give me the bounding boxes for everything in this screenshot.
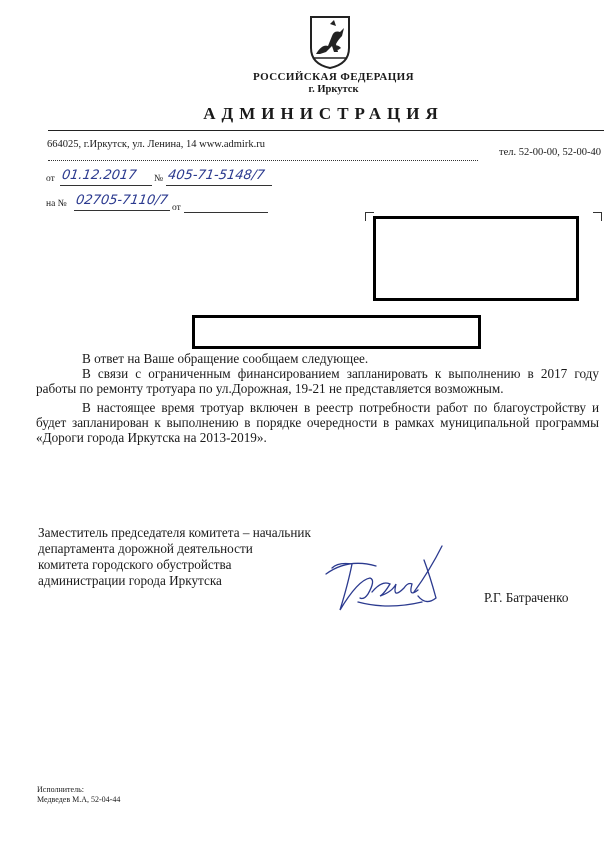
date-label: от — [46, 174, 55, 184]
handwritten-number: 405-71-5148/7 — [166, 168, 266, 183]
letter-body — [36, 351, 599, 445]
organization-address: 664025, г.Иркутск, ул. Ленина, 14 www.admirk.ru — [47, 139, 265, 150]
reply-underline — [74, 210, 170, 211]
signatory-position — [38, 525, 311, 589]
reply-date-underline — [184, 212, 268, 213]
redacted-salutation — [192, 315, 481, 349]
city-name: г. Иркутск — [308, 84, 359, 95]
position-line: администрации города Иркутска — [38, 573, 222, 588]
handwritten-date: 01.12.2017 — [60, 168, 138, 183]
coat-of-arms-emblem — [308, 14, 352, 70]
addressee-corner-right — [593, 212, 602, 221]
signatory-name: Р.Г. Батраченко — [484, 590, 569, 605]
redacted-addressee — [373, 216, 579, 301]
address-divider — [48, 160, 478, 161]
organization-title: АДМИНИСТРАЦИЯ — [203, 104, 444, 123]
position-line: Заместитель председателя комитета – начальник — [38, 525, 311, 540]
body-paragraph: В настоящее время тротуар включен в реестр потребности работ по благоустройству и будет запланирован к выполнению в порядке очередности в рамках муниципальной программы «Дороги города Иркутска на 2013-2019». — [36, 400, 599, 445]
executor-name: Медведев М.А, 52-04-44 — [37, 795, 121, 804]
body-paragraph: В ответ на Ваше обращение сообщаем следующее. — [82, 351, 369, 366]
position-line: департамента дорожной деятельности — [38, 541, 253, 556]
handwritten-reply-number: 02705-7110/7 — [74, 193, 169, 208]
handwritten-signature — [318, 540, 450, 626]
organization-phone: тел. 52-00-00, 52-00-40 — [499, 147, 601, 158]
number-label: № — [154, 174, 164, 184]
country-name: РОССИЙСКАЯ ФЕДЕРАЦИЯ — [253, 71, 414, 83]
number-underline — [166, 185, 272, 186]
reply-label: на № — [46, 199, 67, 209]
body-paragraph: В связи с ограниченным финансированием запланировать к выполнению в 2017 году работы по ремонту тротуара по ул.Дорожная, 19-21 не представляется возможным. — [36, 366, 599, 396]
position-line: комитета городского обустройства — [38, 557, 232, 572]
reply-date-label: от — [172, 203, 181, 213]
header-divider — [48, 130, 604, 131]
executor-label: Исполнитель: — [37, 785, 84, 794]
date-underline — [60, 185, 152, 186]
